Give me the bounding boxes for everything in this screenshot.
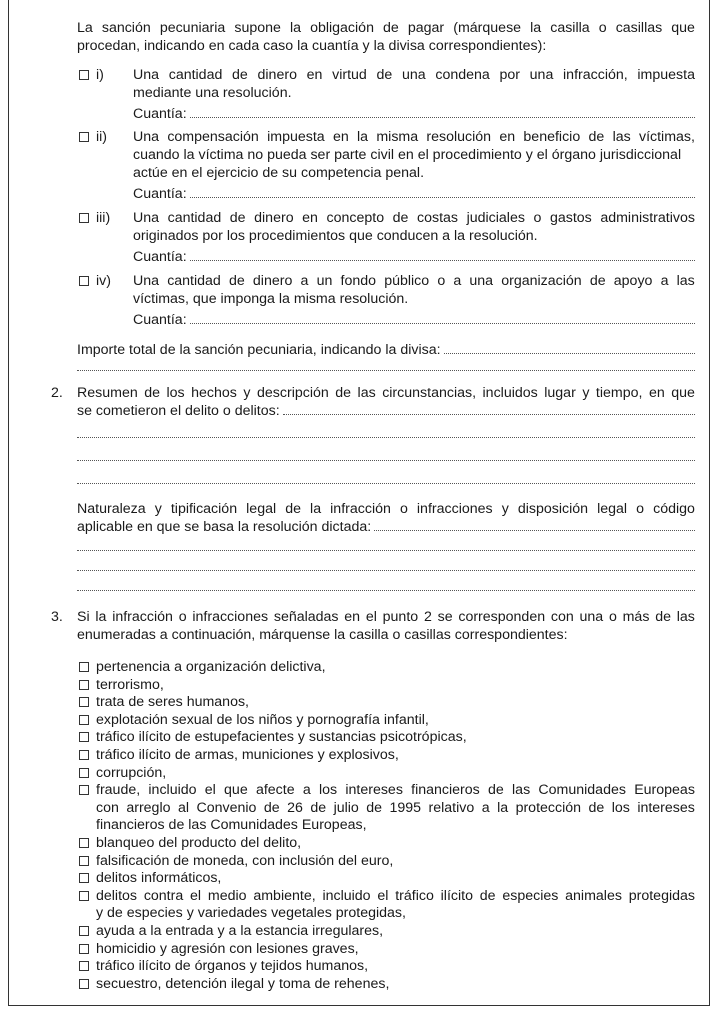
word: el — [204, 782, 216, 799]
section-2-legal-label: aplicable en que se basa la resolución dictada: — [77, 519, 372, 535]
word: de — [488, 782, 504, 799]
word: misma — [376, 129, 419, 145]
word: en — [306, 67, 323, 83]
word: afecte — [255, 782, 295, 799]
word: las — [512, 782, 531, 799]
word: de — [229, 210, 246, 226]
word: Resumen — [77, 385, 138, 401]
word: de — [232, 67, 248, 83]
section-2-number: 2. — [51, 385, 63, 401]
offence-10-line-1: falsificación de moneda, con inclusión del euro, — [96, 852, 394, 869]
word: infracción — [112, 609, 173, 625]
word: Una — [133, 67, 160, 83]
word: punto — [382, 609, 419, 625]
word: dinero — [252, 273, 293, 289]
word: en — [344, 609, 361, 625]
offence-3-line-1: trata de seres humanos, — [96, 694, 249, 711]
word: disposición — [517, 501, 589, 517]
option-1-number: i) — [96, 67, 104, 83]
section-3-line-1 — [77, 609, 695, 626]
word: 1995 — [389, 799, 422, 816]
word: más — [622, 609, 650, 625]
word: de — [310, 799, 327, 816]
word: o — [399, 501, 408, 517]
option-1-line-2: mediante una resolución. — [133, 85, 292, 101]
word: concepto — [326, 210, 385, 226]
word: fraude, — [96, 782, 141, 799]
section-2-facts-dots-4[interactable] — [77, 482, 695, 484]
option-1-line-1 — [133, 67, 695, 84]
word: en — [332, 129, 349, 145]
word: que — [224, 782, 248, 799]
offence-13-checkbox[interactable] — [79, 926, 89, 936]
word: legal — [597, 501, 628, 517]
word: infracciones — [192, 609, 269, 625]
word: ambiente, — [253, 887, 316, 904]
word: incluidos — [482, 385, 538, 401]
word: beneficio — [523, 129, 581, 145]
offence-14-checkbox[interactable] — [79, 944, 89, 954]
word: por — [499, 67, 520, 83]
option-4-line-1 — [133, 273, 695, 290]
word: cantidad — [168, 67, 223, 83]
word: (márquese — [453, 20, 522, 36]
word: cantidad — [167, 210, 222, 226]
word: condena — [435, 67, 490, 83]
offence-7-checkbox[interactable] — [79, 768, 89, 778]
word: o — [636, 501, 645, 517]
word: que — [671, 385, 695, 401]
word: casilla — [550, 20, 590, 36]
word: a — [660, 273, 669, 289]
word: que — [671, 20, 695, 36]
word: de — [589, 273, 606, 289]
word: se — [437, 609, 453, 625]
word: y — [501, 501, 509, 517]
word: de — [144, 385, 161, 401]
word: sanción — [101, 20, 151, 36]
option-2-amount-dots[interactable] — [190, 196, 695, 198]
word: de — [376, 67, 393, 83]
word: de — [392, 210, 409, 226]
option-1-checkbox[interactable] — [79, 70, 89, 80]
option-3-amount-label: Cuantía: — [133, 249, 187, 265]
offence-5-line-1: tráfico ilícito de estupefacientes y sustancias psicotrópicas, — [96, 729, 467, 746]
word: los — [611, 799, 630, 816]
word: un — [316, 273, 333, 289]
offence-14-line-1: homicidio y agresión con lesiones graves, — [96, 940, 359, 957]
word: 2 — [423, 609, 432, 625]
word: la — [289, 20, 301, 36]
section-3-line-2: enumeradas a continuación, márquense la casilla o casillas correspondientes: — [77, 627, 568, 643]
offence-1-checkbox[interactable] — [79, 662, 89, 672]
word: de — [335, 385, 352, 401]
offence-12-line-2: y de especies y variedades vegetales protegidas, — [96, 905, 406, 922]
offence-11-checkbox[interactable] — [79, 873, 89, 883]
word: infracción — [330, 501, 391, 517]
word: organización — [501, 273, 582, 289]
option-1-amount-dots[interactable] — [190, 116, 695, 118]
word: virtud — [332, 67, 367, 83]
offence-12-checkbox[interactable] — [79, 891, 89, 901]
section-2-facts-dots-3[interactable] — [77, 459, 695, 461]
offence-8-line-3: financieros de las Comunidades Europeas, — [96, 817, 367, 834]
option-4-number: iv) — [96, 273, 111, 289]
option-4-line-2: víctimas, que imponga la misma resolución. — [133, 291, 409, 307]
option-3-number: iii) — [96, 210, 111, 226]
total-amount-label: Importe total de la sanción pecuniaria, indicando la divisa: — [77, 342, 441, 358]
section-3-number: 3. — [51, 609, 63, 625]
word: víctimas, — [638, 129, 695, 145]
word: ilícito — [440, 887, 473, 904]
intro-line-2: procedan, indicando en cada caso la cuantía y la divisa correspondientes): — [77, 38, 547, 54]
offence-9-checkbox[interactable] — [79, 838, 89, 848]
word: administrativos — [600, 210, 695, 226]
offence-15-checkbox[interactable] — [79, 961, 89, 971]
total-amount-dots[interactable] — [444, 352, 695, 354]
word: de — [285, 501, 301, 517]
word: de — [479, 887, 496, 904]
word: público — [384, 273, 430, 289]
word: compensación — [167, 129, 259, 145]
word: contra — [143, 887, 184, 904]
word: de — [588, 129, 605, 145]
word: animales — [565, 887, 622, 904]
word: los — [166, 385, 185, 401]
option-2-checkbox[interactable] — [79, 132, 89, 142]
section-2-line-1 — [77, 385, 695, 402]
word: la — [310, 501, 322, 517]
word: las — [612, 129, 631, 145]
word: relativo — [428, 799, 475, 816]
word: en — [499, 129, 516, 145]
word: de — [588, 799, 605, 816]
offence-4-checkbox[interactable] — [79, 715, 89, 725]
word: financieros — [411, 782, 480, 799]
word: o — [178, 609, 187, 625]
word: o — [437, 273, 446, 289]
offence-2-line-1: terrorismo, — [96, 676, 164, 693]
word: el — [365, 609, 377, 625]
word: Si — [77, 609, 90, 625]
word: protección — [515, 799, 582, 816]
word: Comunidades — [538, 782, 626, 799]
section-2-legal-dots-4[interactable] — [77, 589, 695, 591]
word: incluido — [322, 887, 371, 904]
word: tipificación — [170, 501, 238, 517]
word: intereses — [345, 782, 403, 799]
word: en — [302, 210, 318, 226]
word: y — [243, 385, 251, 401]
option-2-line-1 — [133, 129, 695, 146]
word: fondo — [340, 273, 377, 289]
word: lugar — [544, 385, 576, 401]
word: en — [648, 385, 665, 401]
word: a — [302, 782, 311, 799]
word: Naturaleza — [77, 501, 146, 517]
word: a — [453, 273, 462, 289]
word: apoyo — [613, 273, 653, 289]
word: a — [481, 799, 490, 816]
offence-7-line-1: corrupción, — [96, 764, 167, 781]
word: de — [383, 20, 399, 36]
word: las — [357, 385, 376, 401]
word: una — [469, 273, 494, 289]
offence-6-checkbox[interactable] — [79, 750, 89, 760]
word: pecuniaria — [159, 20, 226, 36]
word: especies — [502, 887, 559, 904]
word: corresponden — [458, 609, 546, 625]
word: supone — [234, 20, 281, 36]
word: infracciones — [416, 501, 493, 517]
offence-10-checkbox[interactable] — [79, 856, 89, 866]
section-2-facts-label: se cometieron el delito o delitos: — [77, 403, 280, 419]
word: Una — [133, 129, 160, 145]
word: o — [598, 20, 607, 36]
word: 26 — [287, 799, 303, 816]
word: julio — [333, 799, 359, 816]
word: una — [401, 67, 426, 83]
word: cantidad — [167, 273, 221, 289]
word: casillas — [615, 20, 663, 36]
word: circunstancias, — [382, 385, 477, 401]
offence-1-line-1: pertenencia a organización delictiva, — [96, 659, 326, 675]
word: costas — [417, 210, 459, 226]
intro-line-1 — [77, 20, 695, 37]
offence-8-line-1 — [96, 782, 695, 799]
word: Una — [133, 273, 160, 289]
offence-8-line-2 — [96, 800, 695, 817]
offence-9-line-1: blanqueo del producto del delito, — [96, 835, 302, 851]
option-2-line-3: actúe en el ejercicio de su competencia penal. — [133, 165, 425, 181]
option-2-number: ii) — [96, 129, 108, 145]
word: infracción, — [563, 67, 628, 83]
word: dinero — [254, 210, 294, 226]
word: intereses — [637, 799, 695, 816]
offence-6-line-1: tráfico ilícito de armas, municiones y explosivos, — [96, 747, 399, 763]
word: incluido — [148, 782, 197, 799]
word: una — [529, 67, 554, 83]
word: Una — [133, 210, 160, 226]
word: descripción — [257, 385, 329, 401]
word: el — [377, 887, 389, 904]
word: tiempo, — [595, 385, 643, 401]
word: impuesta — [267, 129, 325, 145]
offence-11-line-1: delitos informáticos, — [96, 870, 222, 887]
offence-5-checkbox[interactable] — [79, 732, 89, 742]
word: impuesta — [637, 67, 695, 83]
section-2-legal-dots[interactable] — [374, 529, 695, 531]
word: las — [676, 609, 695, 625]
option-2-line-2: cuando la víctima no pueda ser parte civil en el procedimiento y el órgano jurisdiccional — [133, 147, 682, 163]
word: señaladas — [273, 609, 339, 625]
word: judiciales — [466, 210, 525, 226]
section-2-legal-dots-3[interactable] — [77, 569, 695, 571]
section-2-facts-dots-2[interactable] — [77, 436, 695, 438]
word: o — [608, 609, 617, 625]
word: la — [530, 20, 542, 36]
section-2-legal-dots-2[interactable] — [77, 549, 695, 551]
option-1-amount-label: Cuantía: — [133, 106, 187, 122]
word: los — [318, 782, 338, 799]
option-2-amount-label: Cuantía: — [133, 186, 187, 202]
offence-16-checkbox[interactable] — [79, 979, 89, 989]
option-4-amount-dots[interactable] — [190, 322, 695, 324]
word: con — [96, 799, 119, 816]
offence-3-checkbox[interactable] — [79, 697, 89, 707]
offence-15-line-1: tráfico ilícito de órganos y tejidos humanos, — [96, 958, 369, 975]
offence-8-checkbox[interactable] — [79, 785, 89, 795]
word: o — [533, 210, 542, 226]
offence-16-line-1: secuestro, detención ilegal y toma de rehenes, — [96, 975, 390, 992]
word: obligación — [310, 20, 374, 36]
word: la — [95, 609, 107, 625]
word: legal — [246, 501, 277, 517]
word: una — [579, 609, 604, 625]
word: resolución — [426, 129, 492, 145]
word: a — [300, 273, 309, 289]
word: hechos — [191, 385, 237, 401]
offence-4-line-1: explotación sexual de los niños y pornografía infantil, — [96, 711, 429, 728]
word: tráfico — [395, 887, 434, 904]
word: delitos — [96, 887, 138, 904]
offence-2-checkbox[interactable] — [79, 680, 89, 690]
option-4-checkbox[interactable] — [79, 276, 89, 286]
word: medio — [207, 887, 247, 904]
word: de — [228, 273, 245, 289]
word: código — [653, 501, 695, 517]
offence-13-line-1: ayuda a la entrada y a la estancia irregulares, — [96, 923, 384, 939]
section-2-legal-line-1 — [77, 501, 695, 518]
word: al — [177, 799, 189, 816]
section-2-facts-dots[interactable] — [283, 413, 695, 415]
option-3-line-2: originados por los procedimientos que conducen a la resolución. — [133, 228, 538, 244]
word: la — [497, 799, 509, 816]
word: con — [550, 609, 574, 625]
word: y — [582, 385, 590, 401]
word: de — [263, 799, 280, 816]
total-amount-dots-2[interactable] — [77, 369, 695, 371]
option-3-amount-dots[interactable] — [190, 259, 695, 261]
word: la — [357, 129, 369, 145]
word: de — [655, 609, 671, 625]
word: y — [154, 501, 162, 517]
word: el — [190, 887, 202, 904]
option-4-amount-label: Cuantía: — [133, 312, 187, 328]
word: de — [366, 799, 383, 816]
option-3-line-1 — [133, 210, 695, 227]
word: arreglo — [126, 799, 171, 816]
word: dinero — [257, 67, 297, 83]
word: pagar — [407, 20, 445, 36]
word: Europeas — [634, 782, 695, 799]
word: las — [676, 273, 695, 289]
word: Convenio — [196, 799, 257, 816]
word: La — [77, 20, 93, 36]
option-3-checkbox[interactable] — [79, 213, 89, 223]
offence-12-line-1 — [96, 888, 695, 905]
word: gastos — [549, 210, 592, 226]
word: protegidas — [628, 887, 695, 904]
